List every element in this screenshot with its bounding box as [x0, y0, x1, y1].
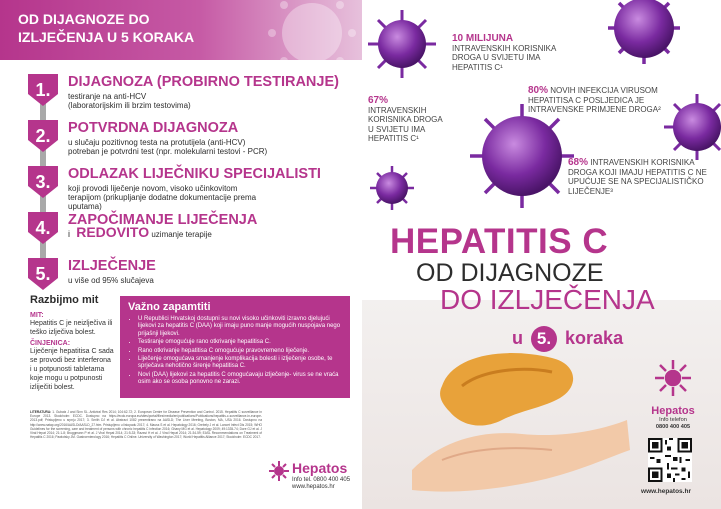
steps-list: [26, 70, 356, 300]
step-number: 5.: [35, 264, 51, 284]
important-item: • Novi (DAA) lijekovi za hepatitis C omogućavaju izlječenje- virus se ne vraća osim ako se osoba ponovno ne zarazi.: [138, 372, 344, 387]
myth-label: MIT:: [30, 312, 44, 319]
hepatos-logo-icon: [653, 358, 693, 398]
virus-icon: [242, 0, 362, 60]
subtitle-line-3: [512, 326, 623, 352]
virus-icon: [368, 10, 436, 78]
step-4: [26, 208, 356, 254]
step-description: [68, 224, 353, 240]
step-title: ODLAZAK LIJEČNIKU SPECIJALISTI: [68, 166, 321, 182]
step-title: IZLJEČENJE: [68, 258, 156, 274]
step-badge: [26, 120, 60, 152]
stat-highlight: 80%: [528, 85, 549, 96]
stat-text: INTRAVENSKIH KORISNIKA DROGA KOJI IMAJU HEPATITIS C NE UPUĆUJE SE NA SPECIJALISTIČKO LIJEČENJE³: [568, 158, 707, 196]
fact-text: Liječenje hepatitisa C sada se provodi bez interferona i u potpunosti tabletama koje mogu u potpunosti izliječiti bolest.: [30, 348, 114, 391]
myth-heading: Razbijmo mit: [30, 294, 99, 306]
stat-text: NOVIH INFEKCIJA VIRUSOM HEPATITISA C POSLJEDICA JE INTRAVENSKE PRIMJENE DROGA²: [528, 86, 661, 114]
step-suffix: uzimanje terapije: [151, 230, 212, 239]
logo-name: Hepatos: [651, 405, 695, 417]
hand-illustration: [402, 390, 632, 500]
hepatos-logo-small: [268, 460, 358, 500]
virus-icon: [608, 0, 680, 64]
logo-name: Hepatos: [292, 460, 348, 476]
step-number: 3.: [35, 172, 51, 192]
important-heading: Važno zapamtiti: [128, 301, 211, 313]
logo-contact: Info tel. 0800 400 405 www.hepatos.hr: [292, 477, 351, 490]
step-number: 2.: [35, 126, 51, 146]
step-title: POTVRDNA DIJAGNOZA: [68, 120, 239, 136]
hepatos-logo-icon: [268, 460, 290, 482]
step-highlight: REDOVITO: [76, 224, 150, 240]
step-description: testiranje na anti-HCV (laboratorijskim ili brzim testovima): [68, 92, 191, 110]
subtitle-line-1: OD DIJAGNOZE: [416, 259, 604, 287]
right-panel: [362, 0, 721, 509]
stat-highlight: 10 MILIJUNA: [452, 33, 514, 44]
stat-highlight: 67%: [368, 95, 389, 106]
step-prefix: i: [68, 229, 70, 239]
step-number: 4.: [35, 218, 51, 238]
literature-references: [30, 410, 262, 502]
important-list: [120, 316, 350, 387]
step-1: [26, 70, 356, 116]
step-title: ZAPOČIMANJE LIJEČENJA: [68, 212, 258, 228]
step-3: [26, 162, 356, 211]
subtitle-prefix: u: [512, 327, 523, 348]
myth-box: [30, 294, 114, 395]
step-count-badge: 5.: [531, 326, 557, 352]
main-title: HEPATITIS C: [390, 222, 609, 261]
virus-icon: [370, 166, 414, 210]
subtitle-suffix: koraka: [565, 327, 624, 348]
stat-68: [568, 158, 718, 196]
info-label: Info telefon: [659, 417, 687, 423]
step-2: [26, 116, 356, 162]
step-title: DIJAGNOZA (PROBIRNO TESTIRANJE): [68, 74, 339, 90]
banner-title: OD DIJAGNOZE DO IZLJEČENJA U 5 KORAKA: [18, 11, 195, 45]
subtitle-line-2: DO IZLJEČENJA: [440, 284, 655, 315]
stat-highlight: 68%: [568, 157, 589, 168]
literature-text: 1. Gubatz J and Sinn SL. Antiviral Res 2014; 104:62-72; 2. European Centre for Disease Prevention and Control. 2015. Hepatitis C surveillance in Europe 2013. Stockholm: ECDC. Dostupno na https://ecdc.europa.eu/sites/portal/files/media/en/publications/Publications/hepatitis-c-surveillance-in-europe-2013.pdf; Pristupljeno u srpnju 2017; 3. Smith DJ et al. Abstract 1082 prezentirano na AASLD; The Liver Meeting, Boston, MA, USA 2016. Dostupno na http://www.natap.org/2016/AASLD/AASLD_27.htm. Pristupljeno u listopadu 2017; 4. Mauss S et al. Hepatology 2016; Grebely J et al. Lancet Infect Dis 2015; WHO Guidelines for the screening, care and treatment of persons with chronic hepatitis C infection 2016; Ghany MG et al. Hepatology 2009; 49:1335-74; Dore GJ et al. J Viral Hepat 2014; 21:1-8; Bruggmann P et al. J Viral Hepat 2014; 21:5-33; Razavi H et al. J Viral Hepat 2014; 21:34-59; EASL Recommendations on Treatment of Hepatitis C 2016; Pawlotsky JM. Gastroenterology 2016; Hepatitis C Online. University of Washington 2017; World Hepatitis Alliance 2017; Stockholm: ECDC 2017.: [30, 410, 262, 440]
step-number: 1.: [35, 80, 51, 100]
important-item: • Liječenje omogućava smanjenje komplikacija bolesti i izlječenje osobe, te sprječava nehotično širenje hepatitisa C.: [138, 356, 344, 371]
stat-text: INTRAVENSKIH KORISNIKA DROGA U SVIJETU IMA HEPATITIS C¹: [368, 105, 443, 143]
myth-text: Hepatitis C je neizlječiva ili teško izlječiva bolest.: [30, 320, 113, 336]
hepatos-logo: [630, 358, 716, 438]
step-badge: [26, 212, 60, 244]
virus-icon: [470, 104, 574, 208]
step-description: u više od 95% slučajeva: [68, 276, 154, 285]
stat-10-million: [452, 34, 572, 72]
fact-label: ČINJENICA:: [30, 340, 71, 347]
qr-code[interactable]: [648, 438, 692, 482]
stat-67: [368, 96, 448, 144]
stat-text: INTRAVENSKIH KORISNIKA DROGA U SVIJETU IMA HEPATITIS C¹: [452, 43, 556, 72]
header-banner: [0, 0, 362, 60]
step-description: koji provodi liječenje novom, visoko učinkovitom terapijom (prikupljanje dodatne dokumentacije prema uputama): [68, 184, 257, 211]
website-url[interactable]: www.hepatos.hr: [641, 488, 691, 495]
step-description: u slučaju pozitivnog testa na protutijela (anti-HCV) potreban je potvrdni test (npr. molekularni testovi - PCR): [68, 138, 268, 156]
important-box: [120, 296, 350, 398]
info-phone: 0800 400 405: [655, 423, 691, 430]
important-item: • Rano otkrivanje hepatitisa C omogućuje pravovremeno liječenje.: [138, 348, 344, 355]
stat-80: [528, 86, 678, 115]
step-badge: [26, 74, 60, 106]
step-badge: [26, 166, 60, 198]
important-item: • U Republici Hrvatskoj dostupni su novi visoko učinkoviti izravno djelujući lijekovi za hepatitis C (DAA) koji imaju puno manje mogućih nuspojava nego prijašnji lijekovi.: [138, 316, 344, 338]
literature-label: LITERATURA:: [30, 410, 52, 414]
step-badge: [26, 258, 60, 290]
important-item: • Testiranje omogućuje rano otkrivanje hepatitisa C.: [138, 339, 344, 346]
